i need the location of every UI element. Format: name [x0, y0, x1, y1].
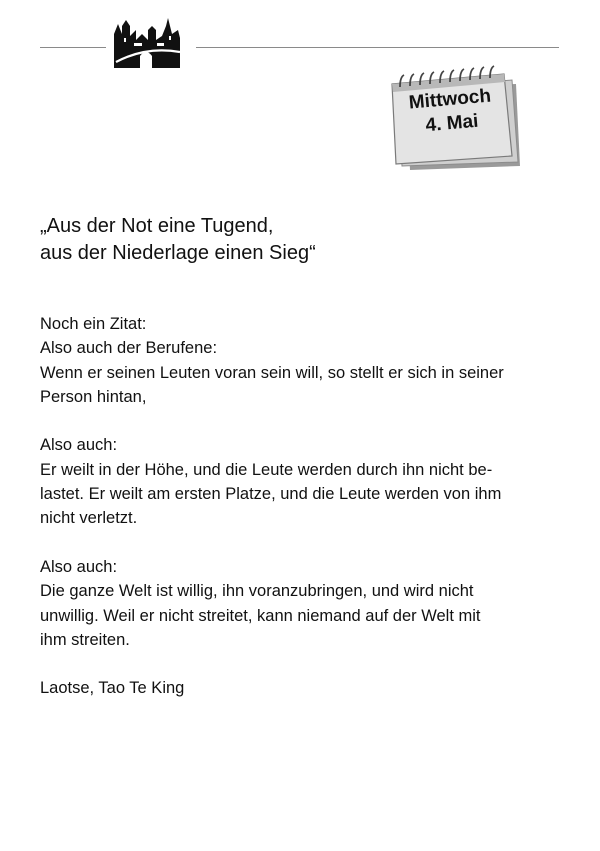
paragraph	[40, 555, 560, 652]
text-line: unwillig. Weil er nicht streitet, kann niemand auf der Welt mit	[40, 606, 481, 625]
motto-line: „Aus der Not eine Tugend,	[40, 215, 274, 237]
text-line: lastet. Er weilt am ersten Platze, und die Leute werden von ihm	[40, 485, 502, 504]
text-line: Er weilt in der Höhe, und die Leute werden durch ihn nicht be-	[40, 460, 493, 479]
motto-quote	[40, 213, 560, 267]
text-line: Laotse, Tao Te King	[40, 679, 185, 698]
motto-line: aus der Niederlage einen Sieg“	[40, 242, 316, 264]
text-line: Noch ein Zitat:	[40, 315, 147, 333]
calendar-date	[396, 83, 506, 140]
header-rule-left	[40, 47, 106, 48]
header-rule-right	[196, 47, 559, 48]
text-line: Also auch der Berufene:	[40, 339, 218, 358]
text-line: nicht verletzt.	[40, 509, 138, 528]
calendar-day: 4. Mai	[424, 110, 480, 137]
paragraph	[40, 433, 560, 530]
church-town-skyline-logo-icon	[112, 16, 184, 70]
text-line: Die ganze Welt ist willig, ihn voranzubringen, und wird nicht	[40, 582, 474, 601]
text-line: Person hintan,	[40, 387, 147, 406]
text-line: Also auch:	[40, 436, 118, 455]
source-attribution	[40, 676, 560, 700]
quote-body	[40, 312, 560, 725]
text-line: Wenn er seinen Leuten voran sein will, so stellt er sich in seiner	[40, 363, 504, 382]
calendar-weekday: Mittwoch	[407, 85, 492, 114]
text-line: ihm streiten.	[40, 630, 130, 649]
text-line: Also auch:	[40, 557, 118, 576]
paragraph	[40, 312, 560, 409]
